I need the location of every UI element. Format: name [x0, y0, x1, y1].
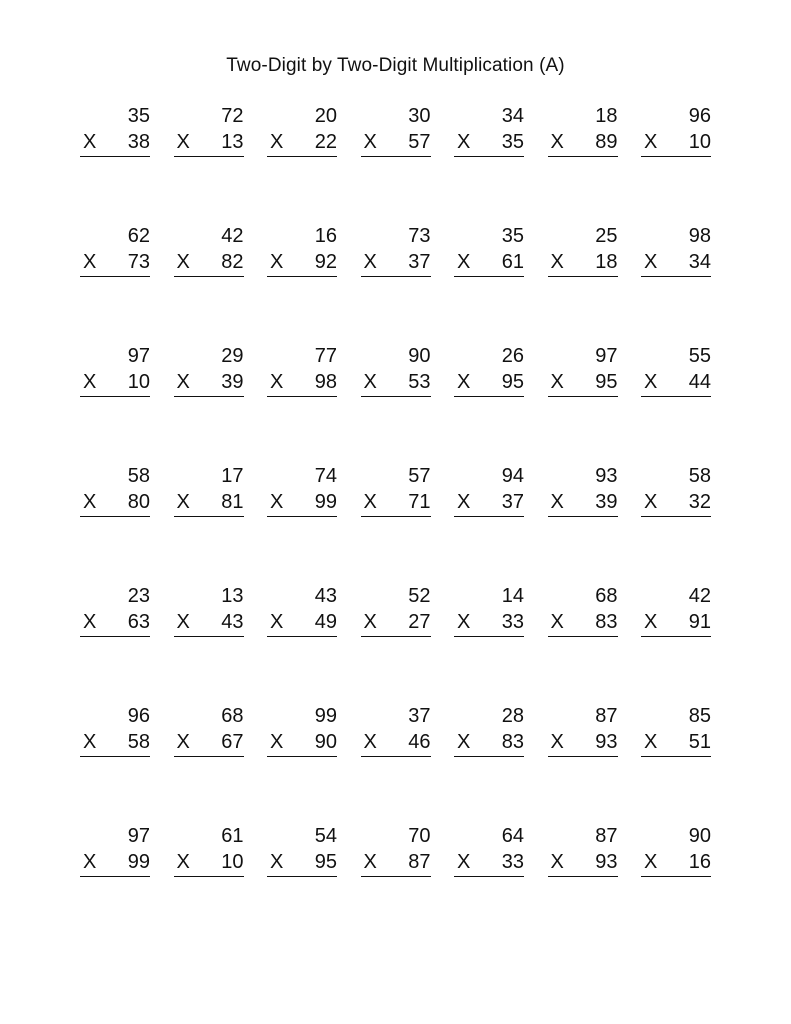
multiplication-problem [641, 464, 711, 534]
multiplication-problem [361, 584, 431, 654]
multiplicand: 34 [501, 105, 524, 127]
multiply-sign: X [83, 371, 97, 393]
multiplication-problem [548, 344, 618, 414]
operand-line [548, 250, 618, 277]
multiply-sign: X [363, 131, 377, 153]
multiply-sign: X [83, 731, 97, 753]
operand-line [641, 730, 711, 757]
multiplier: 99 [314, 491, 337, 513]
multiplier: 37 [501, 491, 524, 513]
multiplicand: 35 [127, 105, 150, 127]
multiplication-problem [80, 344, 150, 414]
multiplicand: 99 [314, 705, 337, 727]
operand-line [80, 850, 150, 877]
multiplier: 10 [127, 371, 150, 393]
multiply-sign: X [550, 131, 564, 153]
multiplication-problem [454, 464, 524, 534]
multiply-sign: X [176, 131, 190, 153]
multiply-sign: X [457, 491, 471, 513]
multiplier: 63 [127, 611, 150, 633]
multiply-sign: X [176, 611, 190, 633]
multiplier: 57 [408, 131, 431, 153]
multiplier: 33 [501, 851, 524, 873]
multiply-sign: X [644, 611, 658, 633]
multiplier: 93 [595, 731, 618, 753]
multiply-sign: X [550, 851, 564, 873]
operand-line [174, 730, 244, 757]
multiplicand: 85 [688, 705, 711, 727]
multiplication-problem [267, 104, 337, 174]
problem-row [80, 824, 711, 944]
operand-line [641, 850, 711, 877]
multiplication-problem [454, 344, 524, 414]
multiplicand: 29 [221, 345, 244, 367]
multiplication-problem [174, 224, 244, 294]
multiply-sign: X [363, 731, 377, 753]
multiplication-problem [641, 224, 711, 294]
multiplier: 34 [688, 251, 711, 273]
multiplication-problem [361, 224, 431, 294]
multiplier: 10 [688, 131, 711, 153]
multiplicand: 96 [127, 705, 150, 727]
operand-line [361, 610, 431, 637]
multiply-sign: X [83, 491, 97, 513]
multiplier: 32 [688, 491, 711, 513]
operand-line [80, 250, 150, 277]
multiply-sign: X [644, 491, 658, 513]
operand-line [267, 370, 337, 397]
multiplicand: 73 [408, 225, 431, 247]
multiplier: 95 [595, 371, 618, 393]
operand-line [267, 850, 337, 877]
operand-line [641, 490, 711, 517]
problem-row [80, 224, 711, 344]
multiplier: 46 [408, 731, 431, 753]
multiplicand: 55 [688, 345, 711, 367]
operand-line [548, 490, 618, 517]
multiplicand: 17 [221, 465, 244, 487]
multiplication-problem [548, 704, 618, 774]
multiplicand: 87 [595, 705, 618, 727]
operand-line [80, 130, 150, 157]
multiply-sign: X [457, 371, 471, 393]
multiplicand: 26 [501, 345, 524, 367]
multiplicand: 72 [221, 105, 244, 127]
multiplication-problem [454, 584, 524, 654]
problem-row [80, 104, 711, 224]
multiply-sign: X [270, 851, 284, 873]
multiply-sign: X [644, 371, 658, 393]
operand-line [454, 490, 524, 517]
multiply-sign: X [83, 851, 97, 873]
multiplier: 38 [127, 131, 150, 153]
multiplier: 16 [688, 851, 711, 873]
multiplication-problem [267, 584, 337, 654]
multiplicand: 70 [408, 825, 431, 847]
multiplier: 67 [221, 731, 244, 753]
multiply-sign: X [363, 251, 377, 273]
multiplication-problem [361, 704, 431, 774]
operand-line [267, 130, 337, 157]
multiplicand: 74 [314, 465, 337, 487]
multiplicand: 90 [408, 345, 431, 367]
operand-line [548, 850, 618, 877]
multiplication-problem [174, 824, 244, 894]
multiplier: 92 [314, 251, 337, 273]
multiplication-problem [641, 704, 711, 774]
multiplication-problem [80, 584, 150, 654]
operand-line [361, 370, 431, 397]
multiply-sign: X [457, 611, 471, 633]
operand-line [454, 370, 524, 397]
multiply-sign: X [457, 731, 471, 753]
operand-line [548, 130, 618, 157]
operand-line [174, 490, 244, 517]
multiplicand: 25 [595, 225, 618, 247]
multiplicand: 52 [408, 585, 431, 607]
multiplication-problem [80, 704, 150, 774]
multiplication-problem [361, 824, 431, 894]
multiplier: 39 [221, 371, 244, 393]
multiplier: 93 [595, 851, 618, 873]
operand-line [641, 610, 711, 637]
multiplicand: 13 [221, 585, 244, 607]
multiplicand: 58 [127, 465, 150, 487]
multiply-sign: X [83, 611, 97, 633]
multiply-sign: X [550, 371, 564, 393]
multiply-sign: X [83, 251, 97, 273]
multiply-sign: X [550, 731, 564, 753]
multiply-sign: X [457, 851, 471, 873]
multiplication-problem [174, 104, 244, 174]
multiplier: 44 [688, 371, 711, 393]
operand-line [454, 130, 524, 157]
multiplier: 99 [127, 851, 150, 873]
multiply-sign: X [270, 731, 284, 753]
multiplier: 81 [221, 491, 244, 513]
operand-line [548, 730, 618, 757]
multiplier: 80 [127, 491, 150, 513]
multiplier: 90 [314, 731, 337, 753]
multiply-sign: X [363, 611, 377, 633]
multiplication-problem [454, 224, 524, 294]
operand-line [454, 850, 524, 877]
multiplier: 95 [314, 851, 337, 873]
operand-line [80, 370, 150, 397]
multiplier: 91 [688, 611, 711, 633]
multiplication-problem [641, 104, 711, 174]
operand-line [454, 610, 524, 637]
operand-line [548, 610, 618, 637]
multiply-sign: X [176, 251, 190, 273]
multiply-sign: X [176, 371, 190, 393]
operand-line [174, 130, 244, 157]
multiplicand: 97 [127, 825, 150, 847]
multiplicand: 35 [501, 225, 524, 247]
multiplication-problem [548, 224, 618, 294]
problem-grid [80, 104, 711, 944]
multiplicand: 42 [221, 225, 244, 247]
multiplication-problem [80, 224, 150, 294]
multiply-sign: X [363, 851, 377, 873]
operand-line [548, 370, 618, 397]
multiply-sign: X [550, 251, 564, 273]
operand-line [454, 250, 524, 277]
multiplication-problem [174, 704, 244, 774]
multiplicand: 42 [688, 585, 711, 607]
multiplier: 98 [314, 371, 337, 393]
multiplier: 27 [408, 611, 431, 633]
multiplication-problem [80, 104, 150, 174]
multiplication-problem [267, 344, 337, 414]
multiplicand: 96 [688, 105, 711, 127]
multiplier: 51 [688, 731, 711, 753]
multiplier: 61 [501, 251, 524, 273]
multiplicand: 18 [595, 105, 618, 127]
operand-line [174, 850, 244, 877]
multiplier: 53 [408, 371, 431, 393]
multiplicand: 14 [501, 585, 524, 607]
multiplication-problem [548, 104, 618, 174]
multiply-sign: X [457, 131, 471, 153]
operand-line [80, 610, 150, 637]
operand-line [454, 730, 524, 757]
multiplier: 37 [408, 251, 431, 273]
multiplicand: 68 [595, 585, 618, 607]
operand-line [361, 850, 431, 877]
multiply-sign: X [550, 611, 564, 633]
operand-line [361, 250, 431, 277]
worksheet-title: Two-Digit by Two-Digit Multiplication (A) [226, 55, 565, 76]
multiplicand: 64 [501, 825, 524, 847]
multiplicand: 54 [314, 825, 337, 847]
multiplicand: 23 [127, 585, 150, 607]
multiplier: 10 [221, 851, 244, 873]
multiplicand: 58 [688, 465, 711, 487]
multiplication-problem [267, 464, 337, 534]
multiplier: 22 [314, 131, 337, 153]
multiplication-problem [174, 344, 244, 414]
multiplier: 13 [221, 131, 244, 153]
multiplicand: 68 [221, 705, 244, 727]
operand-line [267, 490, 337, 517]
multiply-sign: X [270, 611, 284, 633]
operand-line [174, 370, 244, 397]
multiply-sign: X [363, 491, 377, 513]
multiply-sign: X [270, 371, 284, 393]
multiplication-problem [361, 464, 431, 534]
multiplication-problem [548, 584, 618, 654]
multiply-sign: X [176, 731, 190, 753]
multiply-sign: X [270, 251, 284, 273]
multiply-sign: X [270, 131, 284, 153]
problem-row [80, 344, 711, 464]
multiply-sign: X [644, 251, 658, 273]
multiplication-problem [641, 344, 711, 414]
problem-row [80, 464, 711, 584]
multiplication-problem [641, 584, 711, 654]
operand-line [267, 250, 337, 277]
multiplier: 95 [501, 371, 524, 393]
multiplication-problem [361, 344, 431, 414]
multiplicand: 28 [501, 705, 524, 727]
multiplication-problem [454, 824, 524, 894]
multiply-sign: X [176, 851, 190, 873]
multiplication-problem [454, 704, 524, 774]
multiplication-problem [80, 464, 150, 534]
multiply-sign: X [176, 491, 190, 513]
multiplication-problem [174, 584, 244, 654]
multiplier: 39 [595, 491, 618, 513]
multiplier: 33 [501, 611, 524, 633]
operand-line [641, 370, 711, 397]
multiplier: 89 [595, 131, 618, 153]
operand-line [361, 490, 431, 517]
multiplicand: 98 [688, 225, 711, 247]
multiplication-problem [267, 824, 337, 894]
operand-line [80, 490, 150, 517]
multiplier: 18 [595, 251, 618, 273]
operand-line [80, 730, 150, 757]
operand-line [174, 610, 244, 637]
multiplier: 49 [314, 611, 337, 633]
multiply-sign: X [644, 731, 658, 753]
operand-line [361, 730, 431, 757]
multiplicand: 87 [595, 825, 618, 847]
multiplier: 58 [127, 731, 150, 753]
multiplication-problem [267, 224, 337, 294]
multiplicand: 37 [408, 705, 431, 727]
multiplicand: 57 [408, 465, 431, 487]
multiplier: 87 [408, 851, 431, 873]
multiplicand: 30 [408, 105, 431, 127]
multiply-sign: X [644, 851, 658, 873]
multiplicand: 20 [314, 105, 337, 127]
multiplier: 73 [127, 251, 150, 273]
multiply-sign: X [363, 371, 377, 393]
multiplication-problem [361, 104, 431, 174]
operand-line [174, 250, 244, 277]
multiplier: 35 [501, 131, 524, 153]
multiplication-problem [174, 464, 244, 534]
operand-line [641, 130, 711, 157]
multiplication-problem [548, 824, 618, 894]
multiplier: 83 [595, 611, 618, 633]
multiplicand: 61 [221, 825, 244, 847]
multiplier: 43 [221, 611, 244, 633]
multiply-sign: X [457, 251, 471, 273]
multiplier: 71 [408, 491, 431, 513]
multiplication-problem [454, 104, 524, 174]
multiplicand: 62 [127, 225, 150, 247]
problem-row [80, 704, 711, 824]
multiplication-problem [548, 464, 618, 534]
multiplicand: 97 [127, 345, 150, 367]
operand-line [267, 730, 337, 757]
multiplier: 83 [501, 731, 524, 753]
multiplicand: 16 [314, 225, 337, 247]
multiply-sign: X [550, 491, 564, 513]
multiplicand: 94 [501, 465, 524, 487]
multiplication-problem [267, 704, 337, 774]
multiplication-problem [641, 824, 711, 894]
problem-row [80, 584, 711, 704]
multiplication-problem [80, 824, 150, 894]
multiplicand: 43 [314, 585, 337, 607]
multiplier: 82 [221, 251, 244, 273]
multiplicand: 93 [595, 465, 618, 487]
multiplicand: 77 [314, 345, 337, 367]
operand-line [361, 130, 431, 157]
multiply-sign: X [270, 491, 284, 513]
operand-line [641, 250, 711, 277]
multiplicand: 90 [688, 825, 711, 847]
operand-line [267, 610, 337, 637]
multiply-sign: X [644, 131, 658, 153]
multiply-sign: X [83, 131, 97, 153]
multiplicand: 97 [595, 345, 618, 367]
